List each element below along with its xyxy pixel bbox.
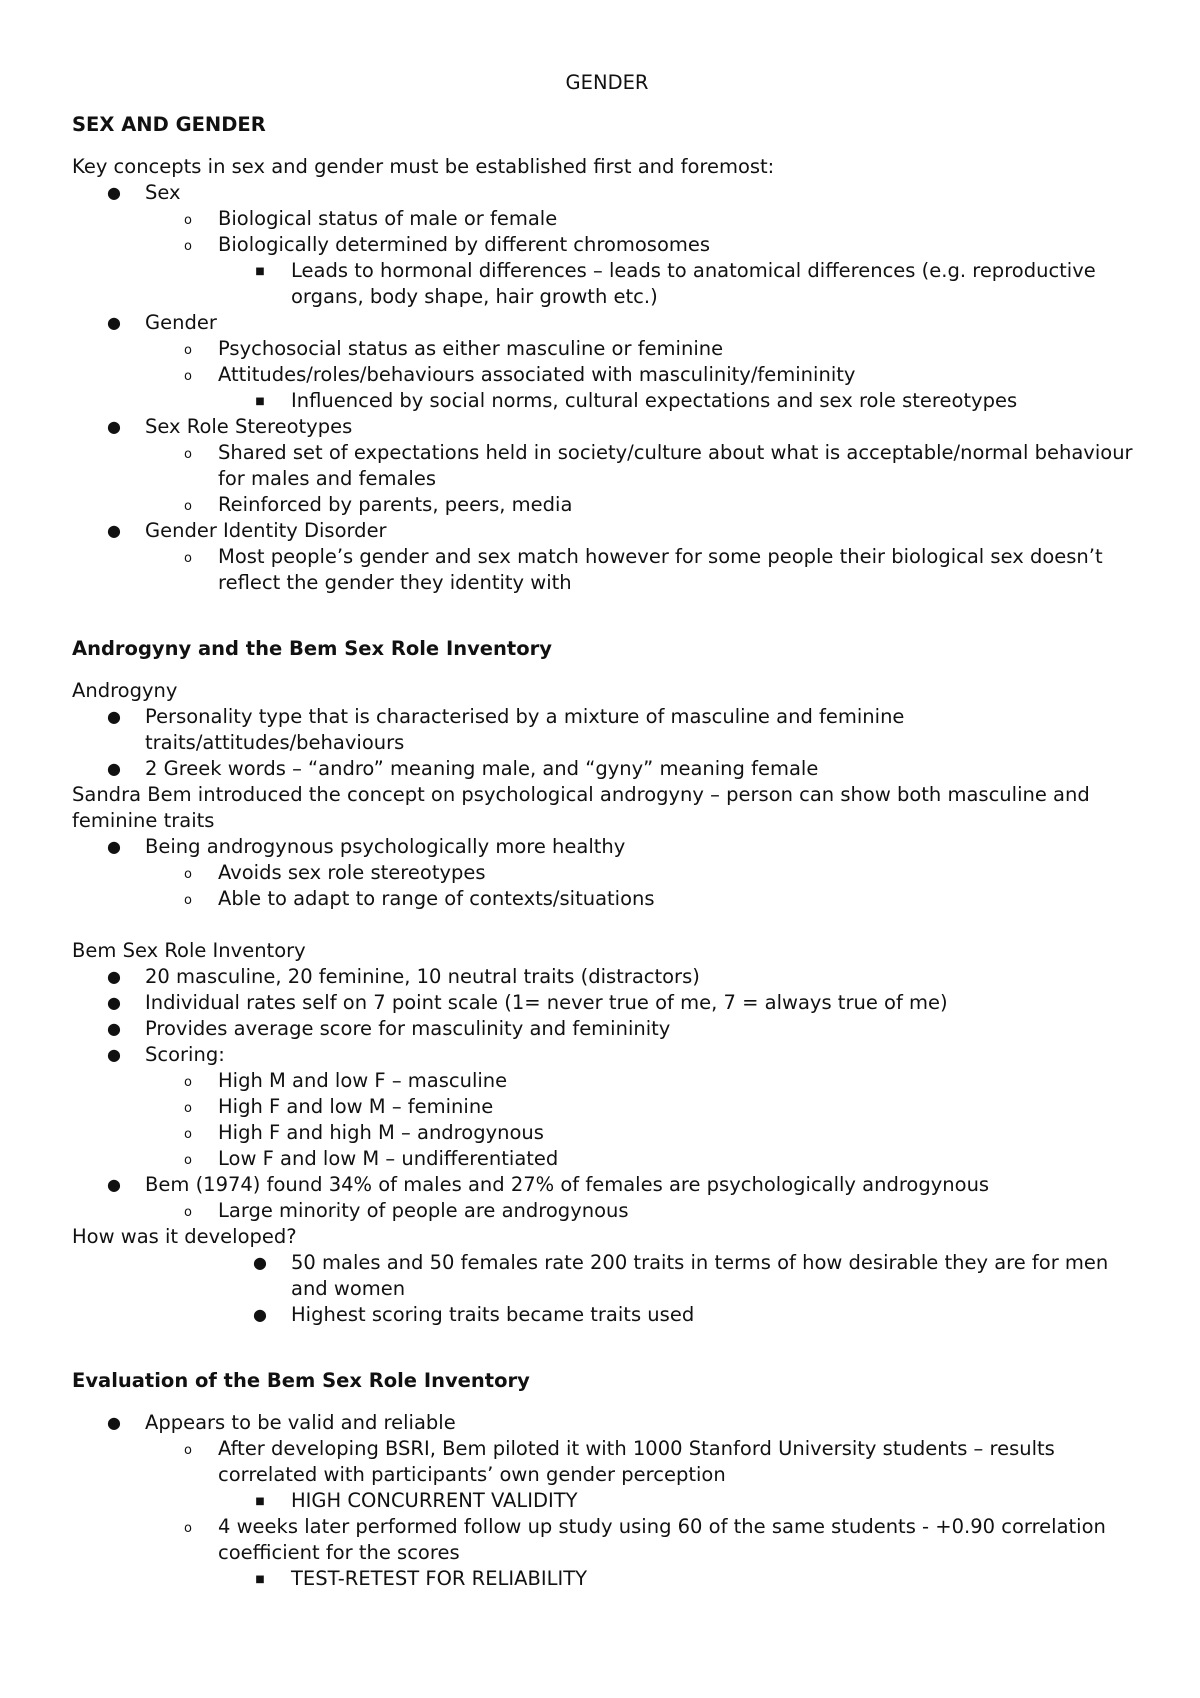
circle-bullet-icon: o [184, 1521, 192, 1536]
bullet-icon: ● [107, 1175, 121, 1194]
bullet-icon: ● [253, 1305, 267, 1324]
list-item: ● 50 males and 50 females rate 200 traits in terms of how desirable they are for men and women [72, 1250, 1142, 1302]
circle-bullet-icon: o [184, 447, 192, 462]
list-item: ● Sex [72, 180, 1142, 206]
circle-bullet-icon: o [184, 499, 192, 514]
list-item: o High F and low M – feminine [72, 1094, 1142, 1120]
document-title: GENDER [565, 71, 649, 94]
bullet-icon: ● [107, 837, 121, 856]
circle-bullet-icon: o [184, 1153, 192, 1168]
list-item: o Able to adapt to range of contexts/situations [72, 886, 1142, 912]
list-item: ● Individual rates self on 7 point scale (1= never true of me, 7 = always true of me) [72, 990, 1142, 1016]
circle-bullet-icon: o [184, 867, 192, 882]
list-item: o Low F and low M – undifferentiated [72, 1146, 1142, 1172]
square-bullet-icon: ■ [255, 1574, 265, 1585]
list-item: o Biological status of male or female [72, 206, 1142, 232]
list-item: o High F and high M – androgynous [72, 1120, 1142, 1146]
bullet-icon: ● [107, 313, 121, 332]
list-item: ■ TEST-RETEST FOR RELIABILITY [72, 1566, 1142, 1592]
bullet-icon: ● [107, 993, 121, 1012]
paragraph: Sandra Bem introduced the concept on psychological androgyny – person can show both masculine and feminine traits [72, 783, 1090, 832]
list-item: ● Being androgynous psychologically more healthy [72, 834, 1142, 860]
list-item: o Shared set of expectations held in society/culture about what is acceptable/normal behaviour for males and females [72, 440, 1142, 492]
list-item: o High M and low F – masculine [72, 1068, 1142, 1094]
list-item: o After developing BSRI, Bem piloted it with 1000 Stanford University students – results correlated with participants’ own gender perception [72, 1436, 1142, 1488]
circle-bullet-icon: o [184, 893, 192, 908]
paragraph: Bem Sex Role Inventory [72, 939, 306, 962]
bullet-icon: ● [107, 759, 121, 778]
list-item: ● Bem (1974) found 34% of males and 27% of females are psychologically androgynous [72, 1172, 1142, 1198]
circle-bullet-icon: o [184, 1127, 192, 1142]
section-heading-androgyny: Androgyny and the Bem Sex Role Inventory [72, 637, 552, 660]
bullet-icon: ● [107, 521, 121, 540]
square-bullet-icon: ■ [255, 266, 265, 277]
list-item: o Psychosocial status as either masculine or feminine [72, 336, 1142, 362]
bullet-icon: ● [107, 417, 121, 436]
list-item: ● Sex Role Stereotypes [72, 414, 1142, 440]
list-item: o Large minority of people are androgynous [72, 1198, 1142, 1224]
list-item: ● 20 masculine, 20 feminine, 10 neutral traits (distractors) [72, 964, 1142, 990]
bullet-icon: ● [107, 1045, 121, 1064]
paragraph: Key concepts in sex and gender must be established first and foremost: [72, 155, 775, 178]
bullet-icon: ● [107, 1019, 121, 1038]
circle-bullet-icon: o [184, 239, 192, 254]
section-heading-sex-and-gender: SEX AND GENDER [72, 113, 266, 136]
list-item: ■ Leads to hormonal differences – leads to anatomical differences (e.g. reproductive organs, body shape, hair growth etc.) [72, 258, 1142, 310]
list-item: ■ HIGH CONCURRENT VALIDITY [72, 1488, 1142, 1514]
circle-bullet-icon: o [184, 1205, 192, 1220]
bullet-icon: ● [107, 183, 121, 202]
paragraph: How was it developed? [72, 1225, 297, 1248]
list-item: ● Highest scoring traits became traits used [72, 1302, 1142, 1328]
bullet-icon: ● [253, 1253, 267, 1272]
list-item: ● Gender [72, 310, 1142, 336]
circle-bullet-icon: o [184, 1101, 192, 1116]
list-item: o Biologically determined by different chromosomes [72, 232, 1142, 258]
list-item: o Attitudes/roles/behaviours associated with masculinity/femininity [72, 362, 1142, 388]
list-item: o Most people’s gender and sex match however for some people their biological sex doesn’t reflect the gender they identity with [72, 544, 1142, 596]
circle-bullet-icon: o [184, 1443, 192, 1458]
circle-bullet-icon: o [184, 551, 192, 566]
list-item: ● Personality type that is characterised by a mixture of masculine and feminine traits/attitudes/behaviours [72, 704, 1142, 756]
bullet-icon: ● [107, 967, 121, 986]
list-item: ● Gender Identity Disorder [72, 518, 1142, 544]
square-bullet-icon: ■ [255, 396, 265, 407]
circle-bullet-icon: o [184, 213, 192, 228]
circle-bullet-icon: o [184, 369, 192, 384]
bullet-icon: ● [107, 1413, 121, 1432]
section-heading-evaluation: Evaluation of the Bem Sex Role Inventory [72, 1369, 530, 1392]
list-item: ● Scoring: [72, 1042, 1142, 1068]
list-item: ● 2 Greek words – “andro” meaning male, and “gyny” meaning female [72, 756, 1142, 782]
document-page [72, 70, 1142, 1592]
paragraph: Androgyny [72, 679, 178, 702]
list-item: ● Appears to be valid and reliable [72, 1410, 1142, 1436]
list-item: ● Provides average score for masculinity and femininity [72, 1016, 1142, 1042]
bullet-icon: ● [107, 707, 121, 726]
circle-bullet-icon: o [184, 1075, 192, 1090]
list-item: o Reinforced by parents, peers, media [72, 492, 1142, 518]
square-bullet-icon: ■ [255, 1496, 265, 1507]
list-item: o Avoids sex role stereotypes [72, 860, 1142, 886]
list-item: ■ Influenced by social norms, cultural expectations and sex role stereotypes [72, 388, 1142, 414]
list-item: o 4 weeks later performed follow up study using 60 of the same students - +0.90 correlation coefficient for the scores [72, 1514, 1142, 1566]
circle-bullet-icon: o [184, 343, 192, 358]
